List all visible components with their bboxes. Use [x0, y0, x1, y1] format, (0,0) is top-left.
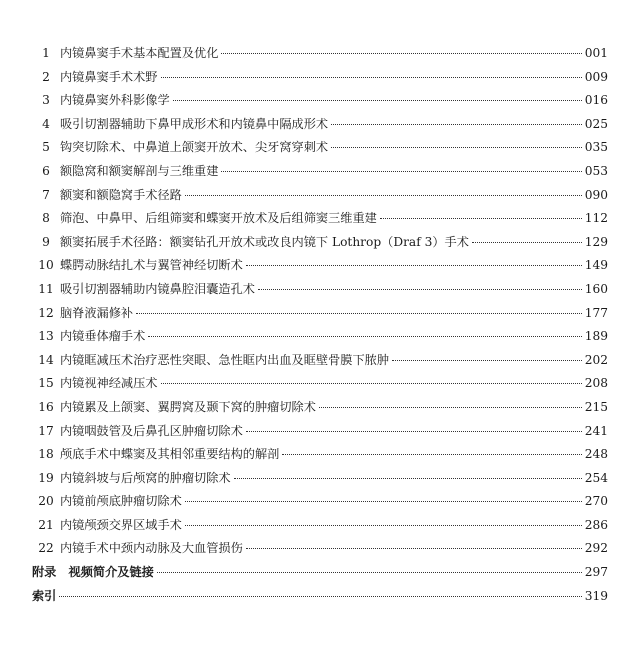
- page-number: 241: [584, 423, 608, 438]
- toc-entry[interactable]: [32, 160, 608, 184]
- toc-entry[interactable]: [32, 42, 608, 66]
- chapter-title: 内镜视神经减压术: [60, 376, 158, 391]
- chapter-title: 内镜颅颈交界区域手术: [60, 517, 182, 532]
- leader-dots: [331, 147, 582, 148]
- page-number: 208: [584, 376, 608, 391]
- page-number: 254: [584, 470, 608, 485]
- chapter-number: 12: [38, 305, 54, 320]
- chapter-number: 8: [42, 211, 50, 226]
- chapter-number: 13: [38, 329, 54, 344]
- toc-entry[interactable]: [32, 537, 608, 561]
- chapter-number: 18: [38, 447, 54, 462]
- chapter-number: 7: [42, 187, 50, 202]
- leader-dots: [331, 124, 582, 125]
- chapter-number: 20: [38, 494, 54, 509]
- chapter-title: 额隐窝和额窦解剖与三维重建: [60, 163, 219, 178]
- page-number: 248: [584, 447, 608, 462]
- chapter-title: 内镜咽鼓管及后鼻孔区肿瘤切除术: [60, 423, 243, 438]
- chapter-title: 脑脊液漏修补: [60, 305, 134, 320]
- chapter-title: 内镜斜坡与后颅窝的肿瘤切除术: [60, 470, 231, 485]
- leader-dots: [246, 265, 582, 266]
- chapter-title: 钩突切除术、中鼻道上颌窦开放术、尖牙窝穿刺术: [60, 140, 329, 155]
- toc-entry[interactable]: [32, 467, 608, 491]
- toc-entry[interactable]: [32, 207, 608, 231]
- leader-dots: [319, 407, 582, 408]
- leader-dots: [161, 383, 582, 384]
- leader-dots: [185, 525, 582, 526]
- toc-entry[interactable]: [32, 396, 608, 420]
- appendix-title: 附录 视频简介及链接: [32, 565, 154, 580]
- page-number: 215: [584, 399, 608, 414]
- chapter-number: 3: [42, 93, 50, 108]
- chapter-title: 蝶腭动脉结扎术与翼管神经切断术: [60, 258, 243, 273]
- toc-entry[interactable]: [32, 89, 608, 113]
- chapter-title: 内镜眶减压术治疗恶性突眼、急性眶内出血及眶壁骨膜下脓肿: [60, 352, 390, 367]
- chapter-title: 筛泡、中鼻甲、后组筛窦和蝶窦开放术及后组筛窦三维重建: [60, 211, 377, 226]
- page-number: 297: [584, 565, 608, 580]
- leader-dots: [234, 478, 582, 479]
- page-number: 270: [584, 494, 608, 509]
- leader-dots: [282, 454, 581, 455]
- page-number: 160: [584, 281, 608, 296]
- page-number: 112: [584, 211, 608, 226]
- page-number: 053: [584, 163, 608, 178]
- page-number: 202: [584, 352, 608, 367]
- chapter-number: 19: [38, 470, 54, 485]
- page-number: 001: [584, 46, 608, 60]
- chapter-number: 16: [38, 399, 54, 414]
- leader-dots: [221, 53, 581, 54]
- toc-entry[interactable]: [32, 372, 608, 396]
- leader-dots: [392, 360, 582, 361]
- leader-dots: [246, 431, 582, 432]
- toc-entry[interactable]: [32, 136, 608, 160]
- chapter-number: 5: [42, 140, 50, 155]
- page-number: 025: [584, 116, 608, 131]
- leader-dots: [185, 501, 582, 502]
- leader-dots: [59, 596, 581, 597]
- leader-dots: [246, 548, 582, 549]
- leader-dots: [173, 100, 582, 101]
- leader-dots: [185, 195, 582, 196]
- chapter-number: 14: [38, 352, 54, 367]
- leader-dots: [136, 313, 582, 314]
- table-of-contents: [32, 42, 608, 608]
- toc-entry[interactable]: [32, 113, 608, 137]
- toc-entry[interactable]: [32, 184, 608, 208]
- toc-entry[interactable]: [32, 514, 608, 538]
- leader-dots: [157, 572, 582, 573]
- chapter-title: 内镜鼻窦外科影像学: [60, 93, 170, 108]
- page-number: 009: [584, 69, 608, 84]
- page-number: 016: [584, 93, 608, 108]
- chapter-number: 22: [38, 541, 54, 556]
- toc-entry[interactable]: [32, 254, 608, 278]
- chapter-title: 内镜前颅底肿瘤切除术: [60, 494, 182, 509]
- toc-entry[interactable]: [32, 443, 608, 467]
- leader-dots: [161, 77, 582, 78]
- toc-entry[interactable]: [32, 231, 608, 255]
- toc-entry[interactable]: [32, 278, 608, 302]
- leader-dots: [380, 218, 582, 219]
- toc-appendix-entry[interactable]: [32, 561, 608, 585]
- toc-entry[interactable]: [32, 66, 608, 90]
- chapter-title: 内镜手术中颈内动脉及大血管损伤: [60, 541, 243, 556]
- chapter-number: 1: [42, 46, 50, 60]
- chapter-number: 2: [42, 69, 50, 84]
- page-number: 319: [584, 588, 608, 603]
- chapter-title: 内镜累及上颌窦、翼腭窝及颞下窝的肿瘤切除术: [60, 399, 316, 414]
- chapter-title: 内镜垂体瘤手术: [60, 329, 146, 344]
- toc-index-entry[interactable]: [32, 585, 608, 609]
- page-number: 189: [584, 329, 608, 344]
- toc-entry[interactable]: [32, 420, 608, 444]
- chapter-title: 额窦拓展手术径路：额窦钻孔开放术或改良内镜下 Lothrop（Draf 3）手术: [60, 234, 469, 249]
- chapter-title: 颅底手术中蝶窦及其相邻重要结构的解剖: [60, 447, 280, 462]
- toc-entry[interactable]: [32, 349, 608, 373]
- chapter-title: 内镜鼻窦手术基本配置及优化: [60, 46, 219, 60]
- chapter-number: 4: [42, 116, 50, 131]
- leader-dots: [221, 171, 581, 172]
- chapter-number: 21: [38, 517, 54, 532]
- leader-dots: [148, 336, 581, 337]
- toc-entry[interactable]: [32, 302, 608, 326]
- page-number: 129: [584, 234, 608, 249]
- page-number: 286: [584, 517, 608, 532]
- toc-entry[interactable]: [32, 325, 608, 349]
- toc-entry[interactable]: [32, 490, 608, 514]
- leader-dots: [472, 242, 582, 243]
- chapter-number: 9: [42, 234, 50, 249]
- page-number: 090: [584, 187, 608, 202]
- leader-dots: [258, 289, 582, 290]
- chapter-title: 内镜鼻窦手术术野: [60, 69, 158, 84]
- chapter-number: 11: [38, 281, 54, 296]
- index-title: 索引: [32, 588, 57, 603]
- page-number: 292: [584, 541, 608, 556]
- chapter-number: 15: [38, 376, 54, 391]
- chapter-title: 吸引切割器辅助下鼻甲成形术和内镜鼻中隔成形术: [60, 116, 329, 131]
- chapter-number: 17: [38, 423, 54, 438]
- page-number: 149: [584, 258, 608, 273]
- page-number: 035: [584, 140, 608, 155]
- chapter-title: 吸引切割器辅助内镜鼻腔泪囊造孔术: [60, 281, 255, 296]
- page-number: 177: [584, 305, 608, 320]
- chapter-number: 6: [42, 163, 50, 178]
- chapter-number: 10: [38, 258, 54, 273]
- chapter-title: 额窦和额隐窝手术径路: [60, 187, 182, 202]
